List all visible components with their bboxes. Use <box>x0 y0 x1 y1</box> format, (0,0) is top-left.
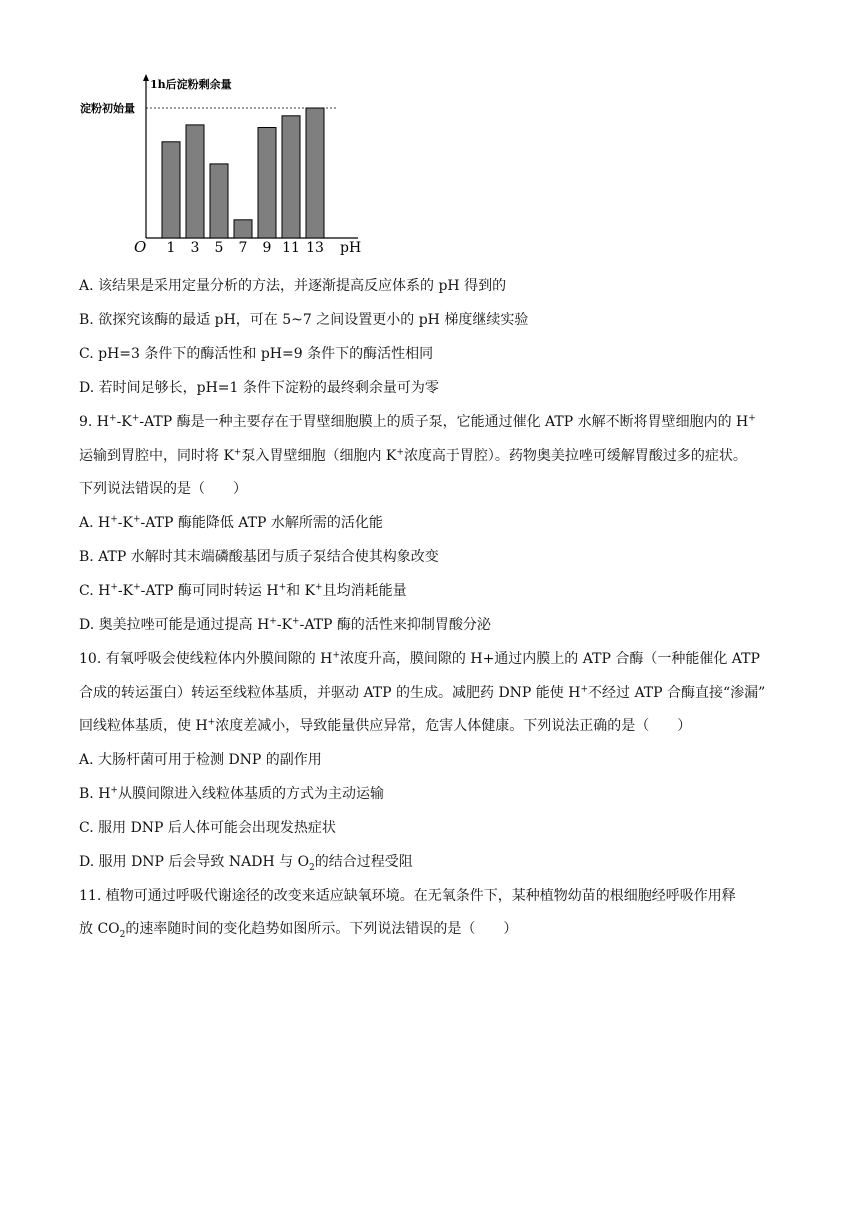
q10-option-d: D. 服用 DNP 后会导致 NADH 与 $O_2$的结合过程受阻 <box>79 854 413 873</box>
bar-ph-13 <box>306 108 324 238</box>
bar-ph-7 <box>234 220 252 238</box>
tick-label-ph-7: 7 <box>238 240 248 256</box>
bar-ph-11 <box>282 116 300 238</box>
q11-stem-line-1: 11. 植物可通过呼吸代谢途径的改变来适应缺氧环境。在无氧条件下，某种植物幼苗的根细胞经呼吸作用释 <box>79 888 736 904</box>
q9-option-a: A. H+-K+-ATP 酶能降低 ATP 水解所需的活化能 <box>79 514 383 531</box>
y-axis-label: 1h后淀粉剩余量 <box>150 78 232 91</box>
q9-option-c: C. H+-K+-ATP 酶可同时转运 H+和 K+且均消耗能量 <box>79 582 407 599</box>
q9-option-b: B. ATP 水解时其末端磷酸基团与质子泵结合使其构象改变 <box>79 549 439 565</box>
tick-label-ph-13: 13 <box>306 240 324 256</box>
q10-stem-line-1: 10. 有氧呼吸会使线粒体内外膜间隙的 H+浓度升高，膜间隙的 H+通过内膜上的 ATP 合酶（一种能催化 ATP <box>79 650 760 667</box>
x-axis-label: pH <box>340 240 362 256</box>
tick-label-ph-11: 11 <box>282 240 300 256</box>
bar-ph-3 <box>186 125 204 238</box>
bar-ph-1 <box>162 142 180 238</box>
q9-stem-line-3: 下列说法错误的是（ ） <box>79 481 247 497</box>
q10-option-b: B. H+从膜间隙进入线粒体基质的方式为主动运输 <box>79 785 384 802</box>
bar-ph-9 <box>258 128 276 239</box>
initial-amount-label: 淀粉初始量 <box>80 102 135 115</box>
bar-ph-5 <box>210 164 228 238</box>
origin-label: O <box>134 238 147 256</box>
q10-option-a: A. 大肠杆菌可用于检测 DNP 的副作用 <box>79 752 322 768</box>
q8-option-b: B. 欲探究该酶的最适 pH，可在 5~7 之间设置更小的 pH 梯度继续实验 <box>79 312 529 328</box>
q9-stem-line-2: 运输到胃腔中，同时将 K+泵入胃壁细胞（细胞内 K+浓度高于胃腔）。药物奥美拉唑可缓解胃酸过多的症状。 <box>79 447 747 464</box>
q9-stem-line-1: 9. H+-K+-ATP 酶是一种主要存在于胃壁细胞膜上的质子泵，它能通过催化 ATP 水解不断将胃壁细胞内的 H+ <box>79 413 756 430</box>
y-axis-arrow <box>143 74 149 81</box>
q10-stem-line-3: 回线粒体基质，使 H+浓度差减小，导致能量供应异常，危害人体健康。下列说法正确的是（ ） <box>79 717 692 734</box>
q11-stem-line-2: 放 $CO_2$的速率随时间的变化趋势如图所示。下列说法错误的是（ ） <box>79 921 518 940</box>
q10-stem-line-2: 合成的转运蛋白）转运至线粒体基质，并驱动 ATP 的生成。减肥药 DNP 能使 H+不经过 ATP 合酶直接“渗漏” <box>79 684 766 701</box>
tick-label-ph-3: 3 <box>190 240 200 256</box>
q9-option-d: D. 奥美拉唑可能是通过提高 H+-K+-ATP 酶的活性来抑制胃酸分泌 <box>79 616 491 633</box>
q10-option-c: C. 服用 DNP 后人体可能会出现发热症状 <box>79 820 336 836</box>
tick-label-ph-5: 5 <box>214 240 224 256</box>
starch-ph-bar-chart <box>76 72 376 258</box>
q8-option-d: D. 若时间足够长，pH=1 条件下淀粉的最终剩余量可为零 <box>79 380 439 396</box>
tick-label-ph-1: 1 <box>166 240 176 256</box>
q8-option-c: C. pH=3 条件下的酶活性和 pH=9 条件下的酶活性相同 <box>79 346 434 362</box>
q8-option-a: A. 该结果是采用定量分析的方法，并逐渐提高反应体系的 pH 得到的 <box>79 278 507 294</box>
tick-label-ph-9: 9 <box>262 240 272 256</box>
